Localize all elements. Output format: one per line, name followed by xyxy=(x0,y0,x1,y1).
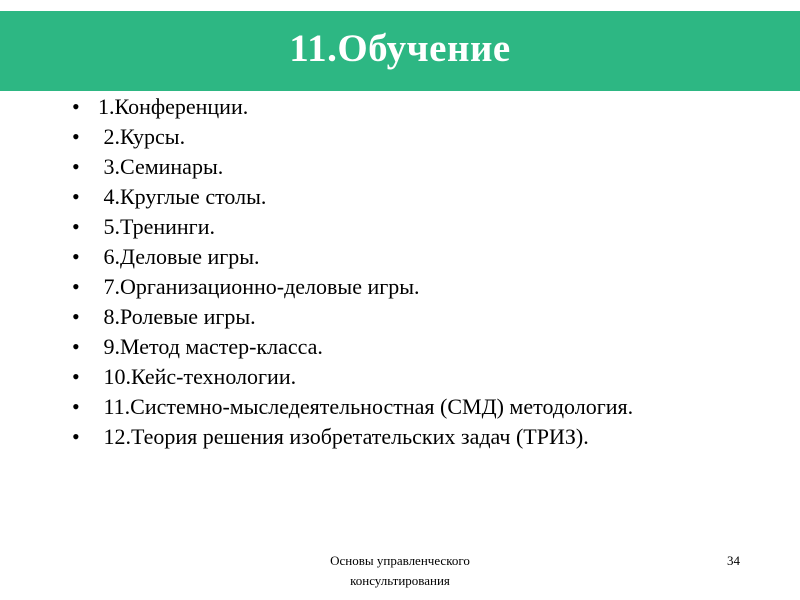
bullet-dot-icon: • xyxy=(72,394,80,419)
list-item xyxy=(72,275,772,299)
list-item-label: 4.Круглые столы. xyxy=(98,184,267,209)
list-item-label: 6.Деловые игры. xyxy=(98,244,260,269)
list-item-label: 7.Организационно-деловые игры. xyxy=(98,274,420,299)
page-number: 34 xyxy=(727,553,740,568)
bullet-list xyxy=(72,95,772,455)
bullet-dot-icon: • xyxy=(72,364,80,389)
list-item-label: 12.Теория решения изобретательских задач (ТРИЗ). xyxy=(98,424,589,449)
bullet-dot-icon: • xyxy=(72,94,80,119)
list-item-label: 1.Конференции. xyxy=(98,94,249,119)
list-item xyxy=(72,185,772,209)
list-item xyxy=(72,155,772,179)
list-item-label: 8.Ролевые игры. xyxy=(98,304,256,329)
list-item xyxy=(72,425,772,449)
list-item xyxy=(72,395,772,419)
list-item-label: 5.Тренинги. xyxy=(98,214,215,239)
bullet-dot-icon: • xyxy=(72,214,80,239)
bullet-dot-icon: • xyxy=(72,184,80,209)
bullet-dot-icon: • xyxy=(72,424,80,449)
list-item xyxy=(72,245,772,269)
list-item xyxy=(72,305,772,329)
list-item xyxy=(72,125,772,149)
slide-title: 11.Обучение xyxy=(289,26,511,70)
list-item-label: 3.Семинары. xyxy=(98,154,224,179)
bullet-dot-icon: • xyxy=(72,334,80,359)
bullet-dot-icon: • xyxy=(72,274,80,299)
list-item-label: 2.Курсы. xyxy=(98,124,186,149)
bullet-dot-icon: • xyxy=(72,304,80,329)
list-item-label: 9.Метод мастер-класса. xyxy=(98,334,323,359)
list-item xyxy=(72,95,772,119)
footer-course-name: Основы управленческого консультирования xyxy=(330,553,470,588)
list-item-label: 10.Кейс-технологии. xyxy=(98,364,297,389)
bullet-dot-icon: • xyxy=(72,244,80,269)
list-item xyxy=(72,335,772,359)
list-item xyxy=(72,215,772,239)
list-item-label: 11.Системно-мыследеятельностная (СМД) методология. xyxy=(98,394,634,419)
list-item xyxy=(72,365,772,389)
bullet-dot-icon: • xyxy=(72,124,80,149)
bullet-dot-icon: • xyxy=(72,154,80,179)
title-band xyxy=(0,11,800,91)
